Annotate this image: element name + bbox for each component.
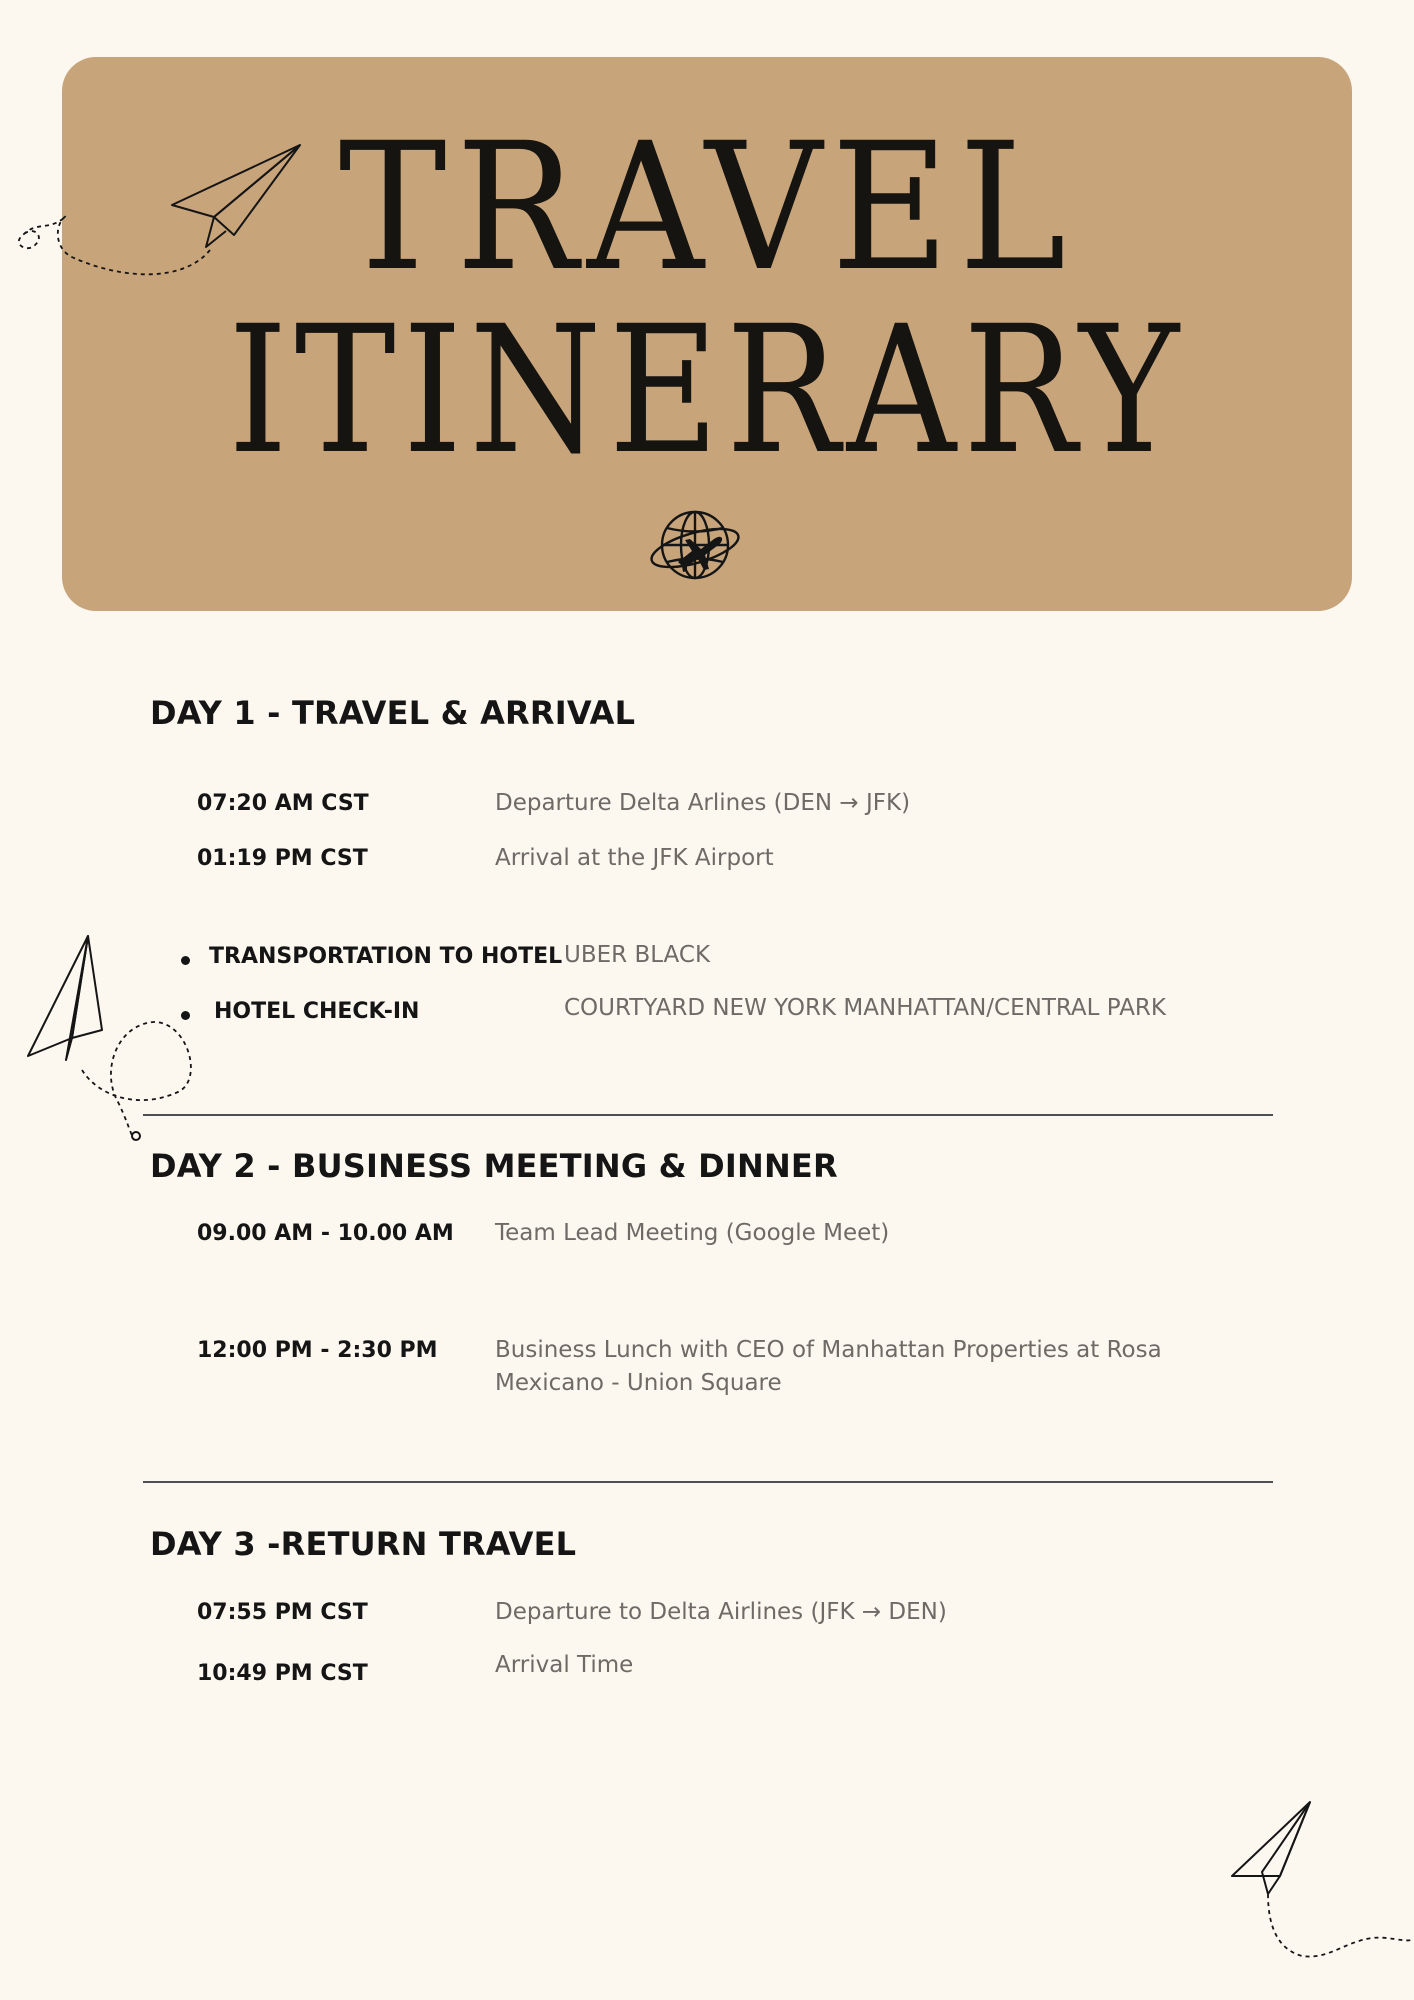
day1-time-2: 01:19 PM CST: [197, 846, 368, 871]
globe-airplane-icon: [648, 504, 742, 586]
day3-time-2: 10:49 PM CST: [197, 1661, 368, 1686]
day2-desc-2: Business Lunch with CEO of Manhattan Properties at Rosa Mexicano - Union Square: [495, 1337, 1162, 1396]
day1-heading: DAY 1 - TRAVEL & ARRIVAL: [150, 694, 636, 732]
section-divider: [143, 1481, 1273, 1483]
day3-heading: DAY 3 -RETURN TRAVEL: [150, 1525, 577, 1563]
detail-label: HOTEL CHECK-IN: [214, 999, 420, 1024]
day2-time-2: 12:00 PM - 2:30 PM: [197, 1338, 438, 1363]
bullet-icon: [181, 956, 190, 965]
title-line-itinerary: ITINERARY: [228, 288, 1186, 493]
title-line-travel: TRAVEL: [338, 105, 1076, 310]
detail-value: COURTYARD NEW YORK MANHATTAN/CENTRAL PARK: [564, 995, 1166, 1021]
paper-plane-icon: [1230, 1800, 1312, 1900]
bullet-icon: [181, 1011, 190, 1020]
day1-time-1: 07:20 AM CST: [197, 791, 369, 816]
day2-desc-1: Team Lead Meeting (Google Meet): [495, 1220, 890, 1246]
day3-desc-1: Departure to Delta Airlines (JFK → DEN): [495, 1599, 947, 1625]
day3-time-1: 07:55 PM CST: [197, 1600, 368, 1625]
day1-desc-2: Arrival at the JFK Airport: [495, 845, 774, 871]
day2-heading: DAY 2 - BUSINESS MEETING & DINNER: [150, 1147, 838, 1185]
dashed-flight-path: [78, 1010, 198, 1150]
detail-value: UBER BLACK: [564, 942, 711, 968]
section-divider: [143, 1114, 1273, 1116]
header-banner: [62, 57, 1352, 611]
dashed-flight-path: [1262, 1890, 1414, 1960]
day1-desc-1: Departure Delta Arlines (DEN → JFK): [495, 790, 911, 816]
day2-time-1: 09.00 AM - 10.00 AM: [197, 1221, 454, 1246]
dashed-flight-path: [14, 210, 214, 290]
day3-desc-2: Arrival Time: [495, 1652, 634, 1678]
detail-label: TRANSPORTATION TO HOTEL: [209, 944, 563, 969]
